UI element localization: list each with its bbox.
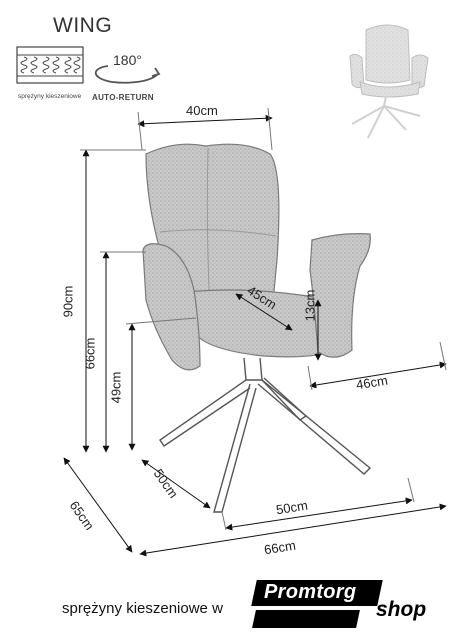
spring-caption: sprężyny kieszeniowe bbox=[18, 93, 82, 100]
dim-backrest-width: 40cm bbox=[186, 103, 218, 118]
dim-base-front: 50cm bbox=[275, 497, 309, 518]
pocket-springs-icon bbox=[17, 47, 83, 83]
logo-word-shop: shop bbox=[376, 598, 427, 621]
reference-chair-thumbnail bbox=[350, 25, 428, 138]
dim-armrest-height: 13cm bbox=[302, 289, 318, 322]
dim-base-side: 50cm bbox=[150, 466, 182, 501]
dim-total-height: 90cm bbox=[60, 285, 76, 318]
dim-armrest-floor-height: 66cm bbox=[82, 337, 98, 370]
auto-return-label: AUTO-RETURN bbox=[92, 93, 154, 102]
dim-overall-width: 66cm bbox=[263, 537, 297, 558]
dim-seat-width: 46cm bbox=[355, 372, 389, 393]
dim-overall-depth: 65cm bbox=[66, 498, 98, 533]
rotation-arrow-icon bbox=[96, 66, 159, 83]
rotation-degrees: 180° bbox=[113, 52, 142, 68]
logo-word-promtorg: Promtorg bbox=[264, 581, 357, 603]
dim-seat-height: 49cm bbox=[108, 371, 124, 404]
promtorg-shop-logo bbox=[254, 576, 470, 636]
footer-text: sprężyny kieszeniowe w bbox=[62, 600, 223, 617]
dim-armrest-depth: 45cm bbox=[244, 282, 280, 313]
chair-illustration bbox=[143, 144, 370, 512]
product-title: WING bbox=[53, 14, 113, 37]
